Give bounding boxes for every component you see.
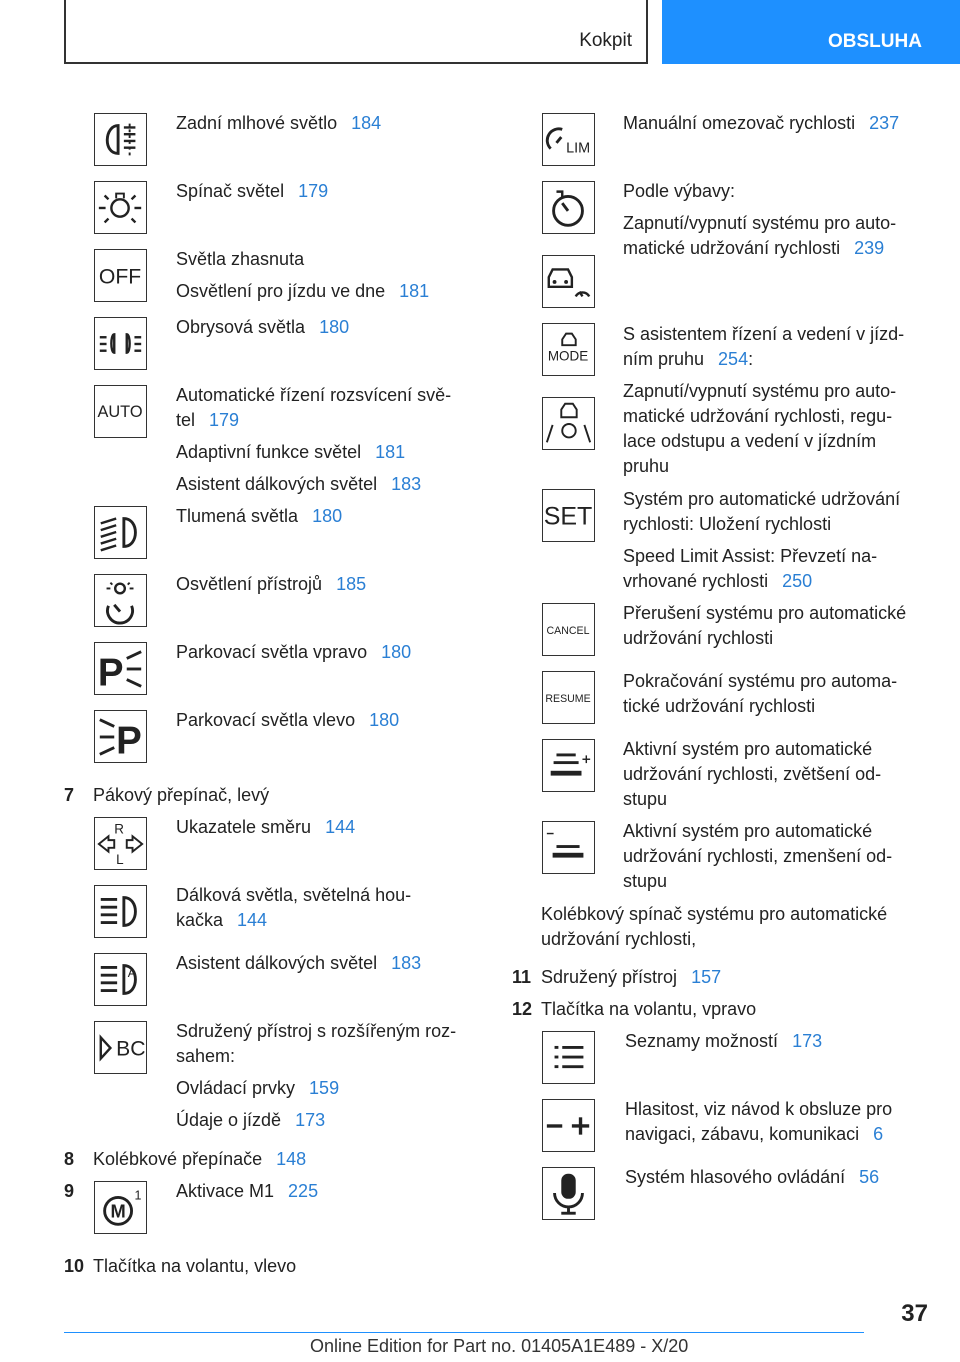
option-lists-label: Seznamy možností 173 — [625, 1031, 823, 1051]
rear-fog-light-label: Zadní mlhové světlo 184 — [176, 113, 382, 133]
page-ref[interactable]: 239 — [854, 238, 885, 258]
trip-data-label: Údaje o jízdě 173 — [176, 1110, 326, 1130]
resume-label-cont: tické udržování rychlosti — [623, 696, 816, 716]
resume-label: Pokračování systému pro automa- — [623, 671, 898, 691]
volume-label-cont: navigaci, zábavu, komunikaci 6 — [625, 1124, 884, 1144]
cruise-icon — [542, 181, 595, 234]
section-title: Kokpit — [579, 30, 632, 51]
svg-text:CANCEL: CANCEL — [546, 624, 590, 637]
adaptive-lights-label: Adaptivní funkce světel 181 — [176, 442, 406, 462]
page-ref[interactable]: 185 — [336, 574, 367, 594]
voice-control-label: Systém hlasového ovládání 56 — [625, 1167, 880, 1187]
auto-lights-label: Automatické řízení rozsvícení svě- — [176, 385, 452, 405]
chapter-tab[interactable]: OBSLUHA — [662, 0, 960, 64]
page-ref[interactable]: 225 — [288, 1181, 319, 1201]
distance-decrease-icon — [542, 821, 595, 874]
bc-icon — [94, 1021, 147, 1074]
light-switch-icon — [94, 181, 147, 234]
page-ref[interactable]: 173 — [792, 1031, 823, 1051]
instrument-lighting-label: Osvětlení přístrojů 185 — [176, 574, 367, 594]
page-ref[interactable]: 184 — [351, 113, 382, 133]
off-icon — [94, 249, 147, 302]
section-number: 11 — [512, 967, 532, 987]
distance-increase-icon — [542, 739, 595, 792]
svg-text:RESUME: RESUME — [545, 692, 591, 705]
parking-right-label: Parkovací světla vpravo 180 — [176, 642, 412, 662]
high-beam-assist-icon — [94, 953, 147, 1006]
page-ref[interactable]: 179 — [209, 410, 240, 430]
cancel-icon — [542, 603, 595, 656]
set-icon — [542, 489, 595, 542]
svg-text:1: 1 — [134, 1188, 142, 1203]
low-beam-icon — [94, 506, 147, 559]
page-ref[interactable]: 144 — [237, 910, 268, 930]
cruise-toggle-label: Zapnutí/vypnutí systému pro auto- — [623, 213, 897, 233]
svg-text:L: L — [116, 852, 124, 868]
page-ref[interactable]: 180 — [381, 642, 412, 662]
distance-decrease-label: Aktivní systém pro automatické — [623, 821, 873, 841]
high-beam-icon — [94, 885, 147, 938]
acc-toggle-label-2: matické udržování rychlosti, regu- — [623, 406, 893, 426]
page-number: 37 — [901, 1300, 928, 1327]
page-ref[interactable]: 6 — [873, 1124, 884, 1144]
low-beam-label: Tlumená světla 180 — [176, 506, 343, 526]
speed-limit-assist-label-cont: vrhované rychlosti 250 — [623, 571, 813, 591]
microphone-icon — [542, 1167, 595, 1220]
section-title: Pákový přepínač, levý — [93, 785, 270, 805]
light-switch-label: Spínač světel 179 — [176, 181, 329, 201]
page-ref[interactable]: 159 — [309, 1078, 340, 1098]
section-title: Tlačítka na volantu, vlevo — [93, 1256, 297, 1276]
auto-icon — [94, 385, 147, 438]
section-number: 9 — [64, 1181, 75, 1201]
list-icon — [542, 1031, 595, 1084]
distance-increase-label-3: stupu — [623, 789, 668, 809]
lights-off-label: Světla zhasnuta — [176, 249, 305, 269]
bc-label-cont: sahem: — [176, 1046, 236, 1066]
volume-icon — [542, 1099, 595, 1152]
cruise-car-icon — [542, 255, 595, 308]
high-beam-assist-label: Asistent dálkových světel 183 — [176, 953, 422, 973]
svg-text:P: P — [97, 651, 124, 694]
svg-text:AUTO: AUTO — [97, 402, 143, 421]
header-box — [64, 0, 648, 64]
svg-text:M: M — [110, 1200, 126, 1222]
m1-icon — [94, 1181, 147, 1234]
lane-assist-label: S asistentem řízení a vedení v jízd- — [623, 324, 905, 344]
distance-decrease-label-3: stupu — [623, 871, 668, 891]
rocker-switch-label-cont: udržování rychlosti, — [541, 929, 697, 949]
auto-lights-label-cont: tel 179 — [176, 410, 240, 430]
side-lights-icon — [94, 317, 147, 370]
lane-assist-label-cont: ním pruhu 254: — [623, 349, 754, 369]
svg-text:LIM: LIM — [566, 140, 591, 157]
acc-toggle-label-4: pruhu — [623, 456, 670, 476]
section-title: Sdružený přístroj 157 — [541, 967, 722, 987]
page-ref[interactable]: 237 — [869, 113, 900, 133]
svg-text:SET: SET — [543, 502, 593, 531]
page-ref[interactable]: 181 — [375, 442, 406, 462]
edition-note: Online Edition for Part no. 01405A1E489 - X/20 — [310, 1336, 689, 1356]
page-ref[interactable]: 148 — [276, 1149, 307, 1169]
set-label: Systém pro automatické udržování — [623, 489, 901, 509]
distance-increase-label: Aktivní systém pro automatické — [623, 739, 873, 759]
volume-label: Hlasitost, viz návod k obsluze pro — [625, 1099, 893, 1119]
parking-left-label: Parkovací světla vlevo 180 — [176, 710, 400, 730]
mode-icon — [542, 323, 595, 376]
lane-assist-icon — [542, 397, 595, 450]
page-ref[interactable]: 180 — [312, 506, 343, 526]
instrument-lighting-icon — [94, 574, 147, 627]
page-ref[interactable]: 180 — [369, 710, 400, 730]
page-ref[interactable]: 183 — [391, 953, 422, 973]
cruise-toggle-label-cont: matické udržování rychlosti 239 — [623, 238, 885, 258]
page-ref[interactable]: 180 — [319, 317, 350, 337]
section-number: 8 — [64, 1149, 75, 1169]
page-ref[interactable]: 179 — [298, 181, 329, 201]
svg-text:OFF: OFF — [98, 265, 142, 289]
cancel-label: Přerušení systému pro automatické — [623, 603, 907, 623]
equipment-label: Podle výbavy: — [623, 181, 736, 201]
lim-icon — [542, 113, 595, 166]
high-beam-label: Dálková světla, světelná hou- — [176, 885, 412, 905]
section-title: Tlačítka na volantu, vpravo — [541, 999, 757, 1019]
page-ref[interactable]: 56 — [859, 1167, 880, 1187]
parking-light-left-icon — [94, 710, 147, 763]
turn-signal-label: Ukazatele směru 144 — [176, 817, 356, 837]
turn-signal-icon — [94, 817, 147, 870]
section-number: 12 — [512, 999, 533, 1019]
page-ref[interactable]: 157 — [691, 967, 722, 987]
rocker-switch-label: Kolébkový spínač systému pro automatické — [541, 904, 888, 924]
speed-limiter-label: Manuální omezovač rychlosti 237 — [623, 113, 900, 133]
high-beam-assist-label: Asistent dálkových světel 183 — [176, 474, 422, 494]
acc-toggle-label-3: lace odstupu a vedení v jízdním — [623, 431, 877, 451]
section-number: 7 — [64, 785, 75, 805]
page-ref[interactable]: 183 — [391, 474, 422, 494]
side-lights-label: Obrysová světla 180 — [176, 317, 350, 337]
speed-limit-assist-label: Speed Limit Assist: Převzetí na- — [623, 546, 878, 566]
rear-fog-light-icon — [94, 113, 147, 166]
bc-label: Sdružený přístroj s rozšířeným roz- — [176, 1021, 457, 1041]
m1-label: Aktivace M1 225 — [176, 1181, 319, 1201]
svg-text:P: P — [116, 719, 142, 762]
footer-divider — [64, 1332, 864, 1333]
page-ref[interactable]: 144 — [325, 817, 356, 837]
parking-light-right-icon — [94, 642, 147, 695]
set-label-cont: rychlosti: Uložení rychlosti — [623, 514, 832, 534]
distance-increase-label-2: udržování rychlosti, zvětšení od- — [623, 764, 882, 784]
svg-text:MODE: MODE — [547, 348, 589, 364]
svg-text:R: R — [114, 821, 124, 837]
resume-icon — [542, 671, 595, 724]
svg-text:A: A — [127, 966, 137, 981]
daytime-lights-label: Osvětlení pro jízdu ve dne 181 — [176, 281, 430, 301]
svg-text:BC: BC — [116, 1037, 146, 1061]
section-number: 10 — [64, 1256, 85, 1276]
section-title: Kolébkové přepínače 148 — [93, 1149, 307, 1169]
page-ref[interactable]: 254 — [718, 349, 749, 369]
controls-label: Ovládací prvky 159 — [176, 1078, 340, 1098]
page-ref[interactable]: 173 — [295, 1110, 326, 1130]
page-ref[interactable]: 181 — [399, 281, 430, 301]
high-beam-label-cont: kačka 144 — [176, 910, 268, 930]
acc-toggle-label: Zapnutí/vypnutí systému pro auto- — [623, 381, 897, 401]
distance-decrease-label-2: udržování rychlosti, zmenšení od- — [623, 846, 893, 866]
page-ref[interactable]: 250 — [782, 571, 813, 591]
cancel-label-cont: udržování rychlosti — [623, 628, 774, 648]
